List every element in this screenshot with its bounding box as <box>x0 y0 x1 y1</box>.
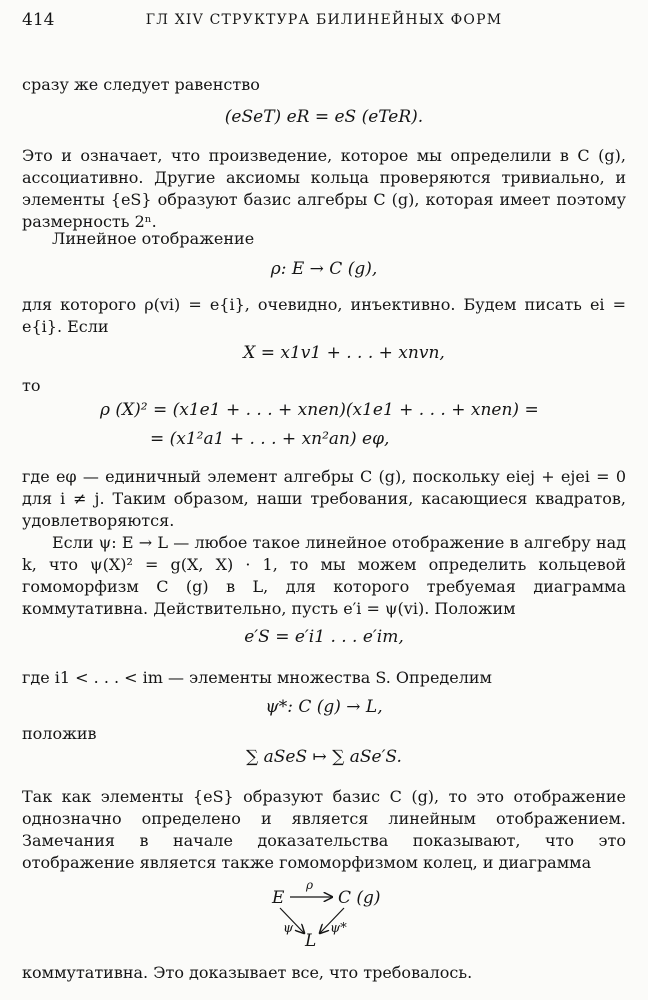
diagram-label-psi: ψ <box>283 921 294 936</box>
equation-x-sum: X = x1v1 + . . . + xnvn, <box>243 343 445 363</box>
diagram-node-l: L <box>305 931 317 951</box>
equation-e-prime-s: e′S = e′i1 . . . e′im, <box>244 627 404 647</box>
equation-psi-star: ψ*: C (g) → L, <box>265 697 383 717</box>
paragraph-unit-element: где eφ — единичный элемент алгебры C (g), поскольку eiej + ejei = 0 для i ≠ j. Таким образом, наши требования, касающиеся квадратов, удовлетворяются. <box>22 467 626 530</box>
paragraph-associativity: Это и означает, что произведение, которое мы определили в C (g), ассоциативно. Другие аксиомы кольца проверяются тривиально, и элементы {eS} образуют базис алгебры C (g), которая имеет поэтому размерность 2ⁿ. <box>22 146 626 231</box>
text-then: то <box>22 376 41 395</box>
diagram-node-cg: C (g) <box>338 888 381 908</box>
equation-rho: ρ: E → C (g), <box>270 259 378 279</box>
paragraph-psi-map: Если ψ: E → L — любое такое линейное отображение в алгебру над k, что ψ(X)² = g(X, X) · 1, то мы можем определить кольцевой гомоморфизм C (g) в L, для которого требуемая диаграмма коммутативна. Действительно, пусть e′i = ψ(vi). Положим <box>22 533 626 618</box>
running-title: ГЛ XIV СТРУКТУРА БИЛИНЕЙНЫХ ФОРМ <box>145 12 503 28</box>
page-number: 414 <box>22 10 55 30</box>
equation-rho-square-2: = (x1²a1 + . . . + xn²an) eφ, <box>150 429 390 449</box>
text-line-1: сразу же следует равенство <box>22 75 260 94</box>
text-setting: положив <box>22 724 97 743</box>
text-indices: где i1 < . . . < im — элементы множества S. Определим <box>22 668 492 687</box>
equation-sum-map: ∑ aSeS ↦ ∑ aSe′S. <box>246 747 402 767</box>
diagram-label-rho: ρ <box>306 878 314 892</box>
eq1-text: (eSeT) eR = eS (eTeR). <box>224 107 424 127</box>
paragraph-injective: для которого ρ(vi) = e{i}, очевидно, инъективно. Будем писать ei = e{i}. Если <box>22 295 626 336</box>
diagram-node-e: E <box>272 888 285 908</box>
diagram-label-psi-star: ψ* <box>330 921 347 936</box>
equation-rho-square-1: ρ (X)² = (x1e1 + . . . + xnen)(x1e1 + . . . + xnen) = <box>100 400 539 420</box>
text-conclusion: коммутативна. Это доказывает все, что требовалось. <box>22 963 473 982</box>
text-linear-map: Линейное отображение <box>52 229 255 248</box>
paragraph-basis: Так как элементы {eS} образуют базис C (g), то это отображение однозначно определено и является линейным отображением. Замечания в начале доказательства показывают, что это отображение является также гомоморфизмом колец, и диаграмма <box>22 787 626 872</box>
